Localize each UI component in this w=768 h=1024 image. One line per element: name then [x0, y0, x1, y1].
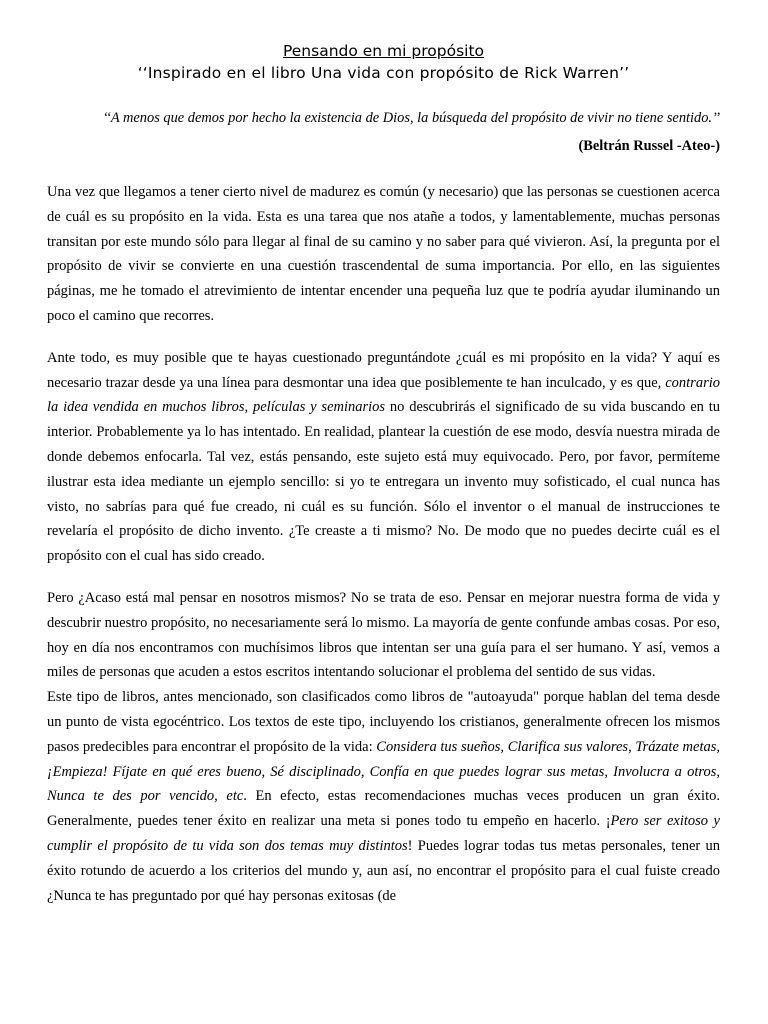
document-title: Pensando en mi propósito: [282, 42, 485, 60]
paragraph-3: Pero ¿Acaso está mal pensar en nosotros mismos? No se trata de eso. Pensar en mejorar nuestra forma de vida y descubrir nuestro propósito, no necesariamente será lo mismo. La mayoría de gente confunde ambas cosas. Por eso, hoy en día nos encontramos con muchísimos libros que intentan ser una guía para el ser humano. Y así, vemos a miles de personas que acuden a estos escritos intentando solucionar el problema del sentido de sus vidas.: [47, 589, 720, 681]
paragraph-4-italic-1: Considera tus sueños, Clarifica sus valores, Trázate metas, ¡Empieza! Fíjate en qué eres bueno, Sé disciplinado, Confía en que puedes lograr sus metas, Involucra a otros, Nunca te des por vencido, etc: [47, 738, 720, 805]
epigraph-attribution: (Beltrán Russel -Ateo-): [578, 138, 720, 154]
title-block: [47, 40, 720, 84]
paragraph-4-text-a: Este tipo de libros, antes mencionado, son clasificados como libros de "autoayuda" porque hablan del tema desde un punto de vista egocéntrico. Los textos de este tipo, incluyendo los cristianos, generalmente ofrecen los mismos pasos predecibles para encontrar el propósito de la vida:: [47, 689, 720, 755]
paragraph-2-text-a: Ante todo, es muy posible que te hayas cuestionado preguntándote ¿cuál es mi propósito en la vida? Y aquí es necesario trazar desde ya una línea para desmontar una idea que posiblemente te han inculcado, y es que,: [47, 349, 720, 391]
paragraph-2-italic: contrario la idea vendida en muchos libros, películas y seminarios: [47, 374, 720, 416]
paragraph-4-text-c: ! Puedes lograr todas tus metas personales, tener un éxito rotundo de acuerdo a los criterios del mundo y, aun así, no encontrar el propósito para el cual fuiste creado ¿Nunca te has preguntado por qué hay personas exitosas (de: [47, 837, 721, 904]
paragraph-4-text-b: . En efecto, estas recomendaciones muchas veces producen un gran éxito. Generalmente, puedes tener éxito en realizar una meta si pones todo tu empeño en hacerlo. ¡: [47, 788, 720, 830]
document-subtitle: ‘‘Inspirado en el libro Una vida con propósito de Rick Warren’’: [137, 64, 630, 82]
body-text: [47, 180, 720, 908]
paragraph-1: Una vez que llegamos a tener cierto nivel de madurez es común (y necesario) que las personas se cuestionen acerca de cuál es su propósito en la vida. Esta es una tarea que nos atañe a todos, y lamentablemente, muchas personas transitan por este mundo sólo para llegar al final de su camino y no saber para qué vivieron. Así, la pregunta por el propósito de vivir se convierte en una cuestión trascendental de suma importancia. Por ello, en las siguientes páginas, me he tomado el atrevimiento de intentar encender una pequeña luz que te podría ayudar iluminando un poco el camino que recorres.: [47, 184, 720, 324]
paragraph-2-text-b: no descubrirás el significado de su vida buscando en tu interior. Probablemente ya lo has intentado. En realidad, plantear la cuestión de ese modo, desvía nuestra mirada de donde debemos enfocarla. Tal vez, estás pensando, este sujeto está muy equivocado. Pero, por favor, permíteme ilustrar esta idea mediante un ejemplo sencillo: si yo te entregara un invento muy sofisticado, el cual nunca has visto, no sabrías para qué fue creado, ni cuál es su función. Sólo el inventor o el manual de instrucciones te revelaría el propósito de dicho invento. ¿Te creaste a ti mismo? No. De modo que no puedes decirte cuál es el propósito con el cual has sido creado.: [47, 399, 720, 565]
epigraph: [47, 104, 720, 160]
paragraph-4: [47, 685, 720, 908]
document-page: [47, 40, 720, 908]
epigraph-quote: ‘‘A menos que demos por hecho la existencia de Dios, la búsqueda del propósito de vivir no tiene sentido.’’: [102, 110, 720, 126]
paragraph-2: [47, 346, 720, 569]
paragraph-4-italic-2: Pero ser exitoso y cumplir el propósito de tu vida son dos temas muy distintos: [47, 813, 720, 854]
